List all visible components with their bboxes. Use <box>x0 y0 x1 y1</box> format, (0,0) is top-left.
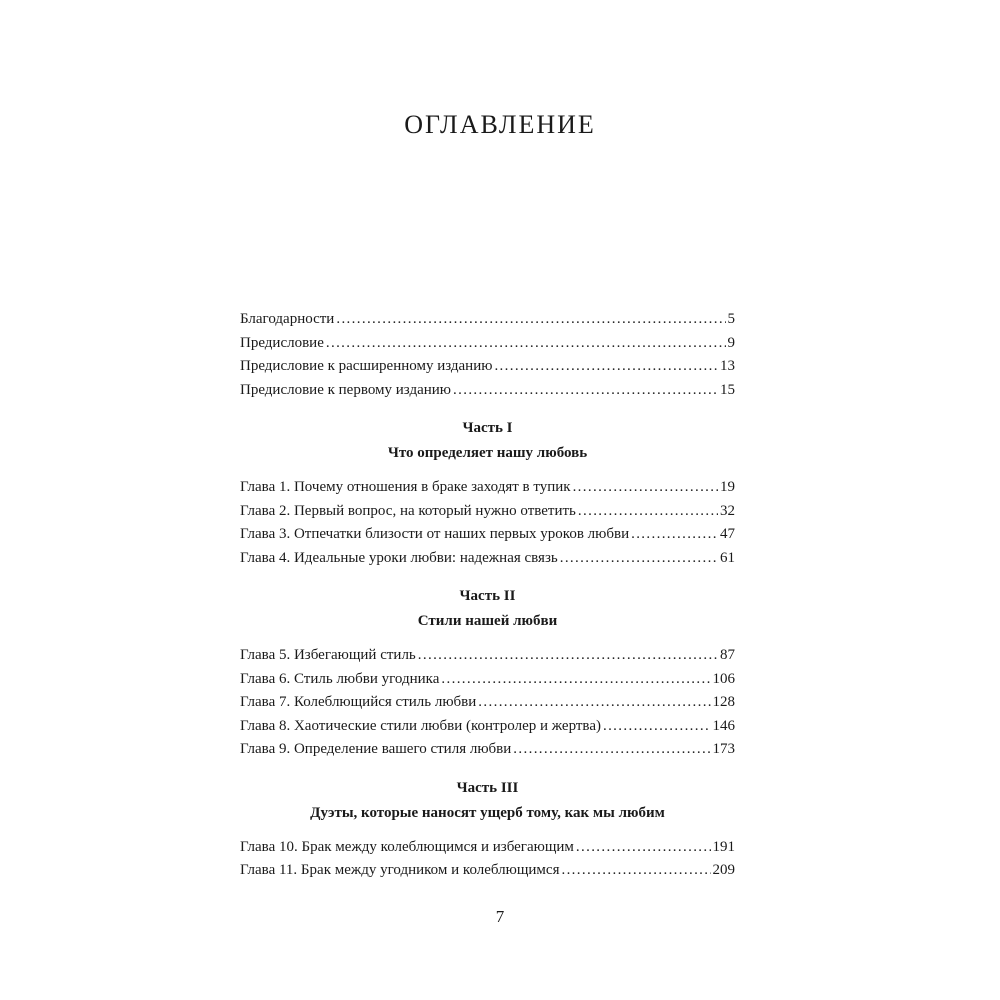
toc-entry-label: Предисловие <box>240 334 324 351</box>
toc-entry-label: Предисловие к расширенному изданию <box>240 358 493 374</box>
part-section <box>240 416 735 570</box>
toc-entry[interactable] <box>240 715 735 739</box>
toc-entry-label: Глава 2. Первый вопрос, на который нужно ответить <box>240 502 576 519</box>
dot-leader <box>326 332 726 356</box>
toc-entry-label: Предисловие к первому изданию <box>240 381 452 398</box>
toc-entry[interactable] <box>240 308 735 332</box>
dot-leader <box>631 523 718 547</box>
toc-entry[interactable] <box>240 476 735 500</box>
toc-entry-label: Глава 1. Почему отношения в браке заходят в тупик <box>240 479 571 495</box>
toc-entry[interactable] <box>240 547 735 571</box>
part-label: Часть III <box>456 779 519 796</box>
part-title: Стили нашей любви <box>417 613 558 629</box>
toc-entry[interactable] <box>240 379 735 403</box>
toc-entry-label: Глава 9. Определение вашего стиля любви <box>240 741 512 757</box>
toc-entry[interactable] <box>240 738 735 762</box>
toc-entry[interactable] <box>240 644 735 668</box>
toc-entry-label: Глава 4. Идеальные уроки любви: надежная связь <box>240 549 558 566</box>
dot-leader <box>418 644 718 668</box>
part-section <box>240 584 735 762</box>
toc-entry-page: 13 <box>720 358 735 374</box>
toc-entry-label: Глава 6. Стиль любви угодника <box>240 670 440 687</box>
toc-entry[interactable] <box>240 859 735 883</box>
table-of-contents <box>240 308 735 883</box>
toc-entry-page: 191 <box>712 838 735 855</box>
toc-entry[interactable] <box>240 332 735 356</box>
toc-entry-page: 5 <box>727 311 735 327</box>
part-title: Что определяет нашу любовь <box>387 445 588 461</box>
dot-leader <box>573 476 718 500</box>
dot-leader <box>603 715 711 739</box>
toc-entry-label: Глава 5. Избегающий стиль <box>240 647 416 663</box>
toc-entry-label: Глава 3. Отпечатки близости от наших первых уроков любви <box>240 526 630 542</box>
dot-leader <box>578 500 718 524</box>
toc-entry-page: 87 <box>720 647 735 663</box>
part-title: Дуэты, которые наносят ущерб тому, как мы любим <box>310 804 665 821</box>
toc-entry-page: 9 <box>727 334 735 351</box>
page-number: 7 <box>495 907 505 926</box>
toc-entry-page: 32 <box>720 502 735 519</box>
toc-entry-page: 47 <box>720 526 735 542</box>
toc-entry[interactable] <box>240 355 735 379</box>
toc-entry-page: 128 <box>712 694 735 710</box>
toc-entry-page: 19 <box>720 479 735 495</box>
dot-leader <box>494 355 718 379</box>
toc-entry-label: Глава 10. Брак между колеблющимся и избегающим <box>240 838 574 855</box>
dot-leader <box>560 547 718 571</box>
part-label: Часть I <box>462 420 513 436</box>
toc-entry-label: Глава 11. Брак между угодником и колеблющимся <box>240 862 560 878</box>
toc-entry-page: 173 <box>712 741 735 757</box>
toc-entry-page: 209 <box>712 862 735 878</box>
toc-entry-label: Глава 8. Хаотические стили любви (контролер и жертва) <box>240 717 601 734</box>
page-title: ОГЛАВЛЕНИЕ <box>404 110 596 139</box>
toc-entry[interactable] <box>240 836 735 860</box>
dot-leader <box>478 691 710 715</box>
toc-entry-label: Глава 7. Колеблющийся стиль любви <box>240 694 477 710</box>
toc-entry[interactable] <box>240 500 735 524</box>
toc-entry[interactable] <box>240 691 735 715</box>
toc-entry-label: Благодарности <box>240 311 335 327</box>
toc-entry[interactable] <box>240 668 735 692</box>
dot-leader <box>561 859 710 883</box>
dot-leader <box>576 836 711 860</box>
toc-entry-page: 106 <box>712 670 735 687</box>
dot-leader <box>336 308 725 332</box>
dot-leader <box>441 668 710 692</box>
dot-leader <box>513 738 710 762</box>
toc-entry[interactable] <box>240 523 735 547</box>
part-label: Часть II <box>459 588 516 604</box>
part-section <box>240 776 735 883</box>
toc-entry-page: 15 <box>720 381 735 398</box>
toc-entry-page: 61 <box>720 549 735 566</box>
toc-entry-page: 146 <box>712 717 735 734</box>
front-matter-list <box>240 308 735 402</box>
dot-leader <box>453 379 718 403</box>
